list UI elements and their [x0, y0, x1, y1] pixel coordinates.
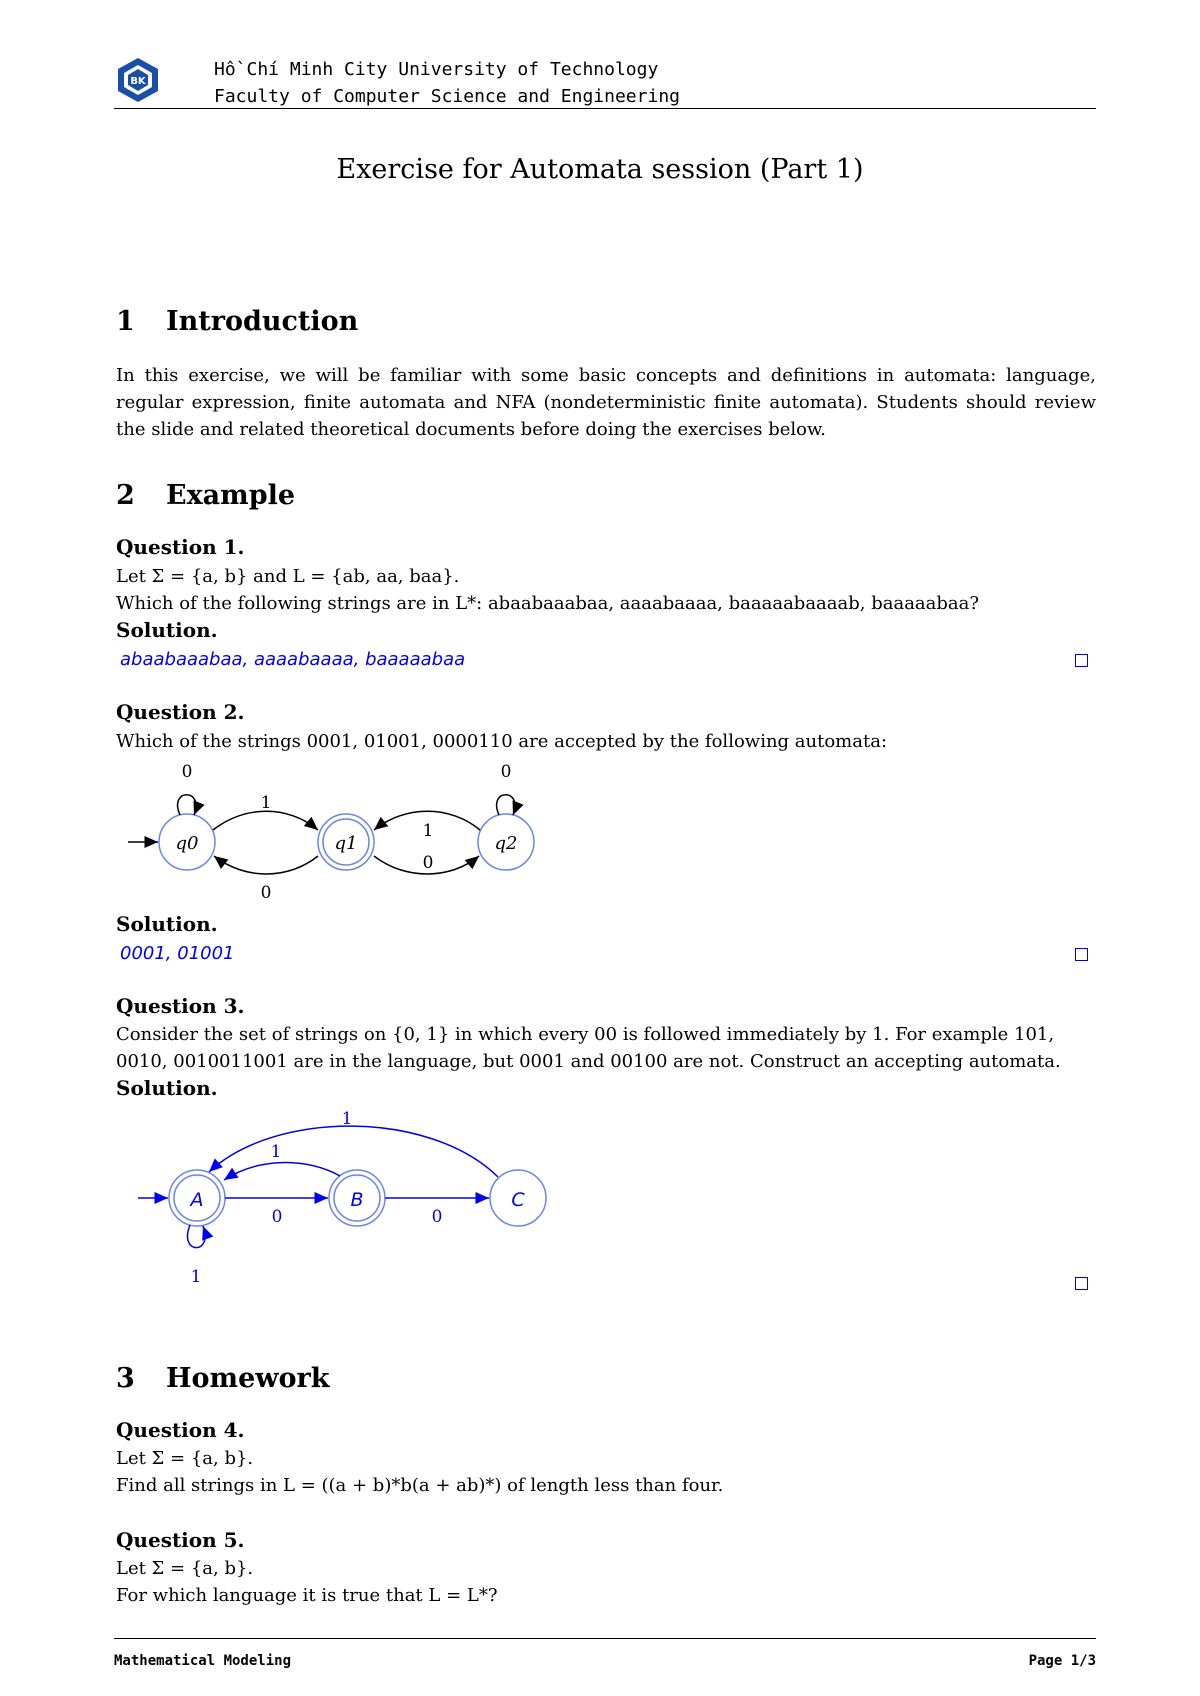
state-label-q2: q2 — [494, 833, 518, 854]
question-3-title: Question 3. — [116, 994, 245, 1018]
qed-box — [1075, 1277, 1088, 1290]
question-1-title: Question 1. — [116, 535, 245, 559]
label-loop-A: 1 — [190, 1267, 202, 1287]
question-5-line-1: Let Σ = {a, b}. — [116, 1558, 254, 1579]
question-3-line-1: Consider the set of strings on {0, 1} in which every 00 is followed immediately by 1. For example 101, — [116, 1024, 1055, 1045]
section-title: Introduction — [166, 306, 359, 337]
question-3-solution-label: Solution. — [116, 1076, 218, 1100]
state-label-B: B — [350, 1189, 364, 1211]
label-q0-q1: 1 — [260, 793, 272, 813]
question-2-line-1: Which of the strings 0001, 01001, 0000110 are accepted by the following automata: — [116, 731, 888, 752]
document-title: Exercise for Automata session (Part 1) — [336, 154, 864, 185]
label-B-C: 0 — [431, 1207, 443, 1227]
loop-A — [188, 1225, 206, 1248]
question-2-solution: 0001, 01001 — [120, 943, 235, 964]
question-1-line-2: Which of the following strings are in L*: abaabaaabaa, aaaabaaaa, baaaaabaaaab, baaaaabaa? — [116, 593, 980, 614]
section-number: 1 — [116, 306, 135, 337]
question-4-line-1: Let Σ = {a, b}. — [116, 1448, 254, 1469]
label-loop-q2: 0 — [500, 762, 512, 782]
question-2-solution-label: Solution. — [116, 912, 218, 936]
university-name: Hồ Chí Minh City University of Technology — [214, 59, 659, 80]
section-number: 2 — [116, 480, 135, 511]
question-4-title: Question 4. — [116, 1418, 245, 1442]
question-3-line-2: 0010, 0010011001 are in the language, but 0001 and 00100 are not. Construct an accepting automata. — [116, 1051, 1061, 1072]
state-label-q1: q1 — [334, 833, 358, 854]
section-number: 3 — [116, 1363, 135, 1394]
question-2-title: Question 2. — [116, 700, 245, 724]
section-heading-homework — [116, 1363, 329, 1394]
section-title: Homework — [166, 1363, 330, 1394]
question-5-line-2: For which language it is true that L = L*? — [116, 1585, 498, 1606]
footer-page-number: Page 1/3 — [1028, 1653, 1096, 1669]
page-footer — [114, 1638, 1096, 1669]
introduction-paragraph: In this exercise, we will be familiar with some basic concepts and definitions in automata: language, regular expression, finite automata and NFA (nondeterministic finite automata). Students should review the slide and related theoretical documents before doing the exercises below. — [116, 365, 1096, 440]
edge-q0-q1 — [213, 811, 318, 830]
state-label-q0: q0 — [175, 833, 199, 854]
footer-course-name: Mathematical Modeling — [114, 1653, 292, 1669]
edge-q1-q0 — [214, 856, 318, 874]
edge-C-A — [209, 1126, 498, 1177]
label-loop-q0: 0 — [181, 762, 193, 782]
qed-box — [1075, 948, 1088, 961]
question-1-solution: abaabaaabaa, aaaabaaaa, baaaaabaa — [120, 649, 466, 670]
section-title: Example — [166, 480, 296, 511]
state-label-C: C — [511, 1189, 525, 1211]
label-A-B: 0 — [271, 1207, 283, 1227]
label-C-A: 1 — [341, 1109, 353, 1129]
label-q1-q0: 0 — [260, 883, 272, 903]
faculty-name: Faculty of Computer Science and Engineering — [214, 86, 680, 107]
loop-q2 — [497, 795, 515, 815]
label-B-A: 1 — [270, 1142, 282, 1162]
edge-B-A — [224, 1163, 340, 1180]
question-4-line-2: Find all strings in L = ((a + b)*b(a + ab)*) of length less than four. — [116, 1475, 724, 1496]
label-q1-q2: 0 — [422, 853, 434, 873]
state-label-A: A — [190, 1189, 204, 1211]
question-1-line-1: Let Σ = {a, b} and L = {ab, aa, baa}. — [116, 566, 460, 587]
loop-q0 — [178, 795, 196, 815]
question-1-solution-label: Solution. — [116, 618, 218, 642]
logo-text: BK — [130, 76, 146, 87]
label-q2-q1: 1 — [422, 821, 434, 841]
question-5-title: Question 5. — [116, 1528, 245, 1552]
